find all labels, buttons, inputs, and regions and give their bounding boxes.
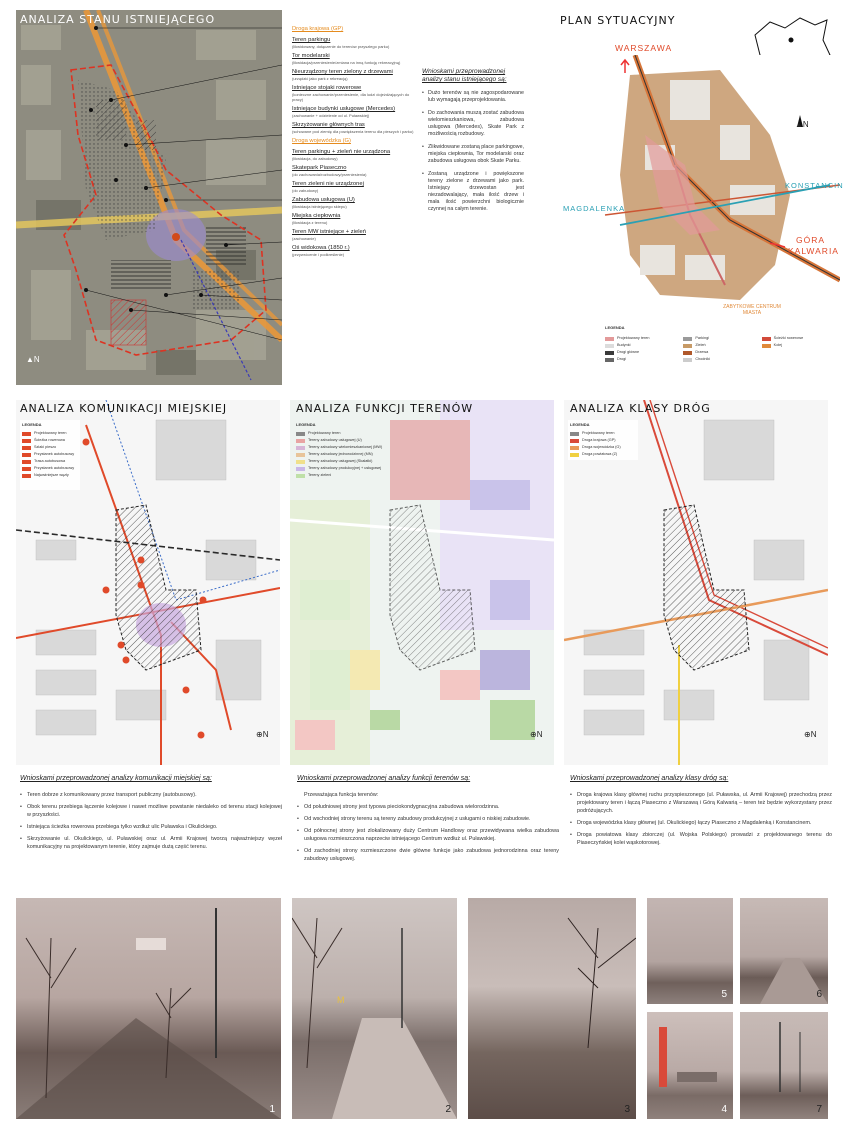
legend-label: Przystanek autobusowy <box>34 466 75 470</box>
legend-label: Ścieżki rowerowe <box>773 336 804 340</box>
legend-label: Trasa autobusowa <box>34 459 66 463</box>
panel-roads <box>564 400 828 765</box>
label-konstancin: KONSTANCIN <box>785 181 844 190</box>
legend-item <box>22 430 82 437</box>
legend-item <box>762 342 840 349</box>
existing-label-sub: (likwidacja/przeniesienie/zmiana na inną funkcję rekreacyjną) <box>292 60 401 65</box>
existing-label-item <box>292 165 414 177</box>
existing-label-sub: (do zabudowy) <box>292 188 319 193</box>
legend-label: Projektowany teren <box>617 336 650 340</box>
comm-legend <box>22 430 82 479</box>
site-photo-4 <box>647 1012 733 1119</box>
conclusion-comm-heading: Wnioskami przeprowadzonej analizy komunikacji miejskiej są: <box>20 775 212 782</box>
north-arrow-roads: ⊕N <box>804 730 817 739</box>
legend-item <box>605 356 683 363</box>
existing-label-name: Teren parkingu <box>292 37 331 43</box>
photo-number: 7 <box>816 1104 822 1115</box>
panel-functions <box>290 400 554 765</box>
legend-swatch <box>22 439 31 443</box>
conclusion-functions <box>297 775 559 867</box>
north-arrow-comm: ⊕N <box>256 730 269 739</box>
existing-label-item <box>292 245 414 257</box>
north-arrow-plan: ▲N <box>795 120 809 129</box>
existing-label-name: Teren MW istniejące + zieleń <box>292 229 366 235</box>
legend-label: Tereny zabudowy wielomieszkaniowej (MW) <box>308 445 383 449</box>
existing-label-name: Skrzyżowanie głównych tras <box>292 122 365 128</box>
legend-swatch <box>683 337 692 341</box>
legend-swatch <box>296 453 305 457</box>
legend-item <box>605 342 683 349</box>
legend-item <box>22 451 82 458</box>
road-legend <box>570 430 640 458</box>
existing-label-item <box>292 85 414 102</box>
existing-label-item <box>292 229 414 241</box>
photo-number: 5 <box>721 989 727 1000</box>
legend-swatch <box>22 474 31 478</box>
legend-swatch <box>296 460 305 464</box>
existing-label-sub: (urządzić jako park z rekreacją) <box>292 76 348 81</box>
existing-label-sub: (konieczne zachowanie/przeniesienie, dla ludzi dojeżdżających do pracy) <box>292 92 410 102</box>
legend-item <box>762 335 840 342</box>
legend-label: Zieleń <box>695 343 706 347</box>
legend-swatch <box>570 453 579 457</box>
legend-label: Chodniki <box>695 357 711 361</box>
conclusion-roads <box>570 775 832 851</box>
func-legend <box>296 430 406 479</box>
legend-swatch <box>22 446 31 450</box>
existing-label-name: Miejska ciepłownia <box>292 213 341 219</box>
legend-item <box>605 335 683 342</box>
legend-item <box>296 465 406 472</box>
existing-label-name: Skatepark Piaseczno <box>292 165 347 171</box>
title-roads: ANALIZA KLASY DRÓG <box>570 402 711 415</box>
north-arrow: ▲N <box>26 355 40 364</box>
comm-legend-title: LEGENDA <box>22 422 42 427</box>
conclusion-existing-point: • Zostaną urządzone i powiększone tereny zielone z drzewami jako park. Istniejący drzewostan jest niezadowalający, mała ilość drzew i mała ilość powierzchni biologicznie czynnej na całym terenie. <box>422 171 524 213</box>
legend-item <box>296 472 406 479</box>
conclusion-func-point: • Od południowej strony jest typowa pieciokondygnacyjna zabudowa wielorodzinna. <box>297 803 559 811</box>
conclusion-existing-heading: Wnioskami przeprowadzonej analizy stanu istniejącego są: <box>422 68 507 83</box>
existing-label-name: Droga wojewódzka (G) <box>292 138 351 144</box>
legend-item <box>570 451 640 458</box>
existing-label-name: Nieurządzony teren zielony z drzewami <box>292 69 393 75</box>
existing-label-item <box>292 197 414 209</box>
existing-label-name: Tor modelarski <box>292 53 330 59</box>
existing-label-sub: (likwidowany, dołączenie do terenów przyszłego parku) <box>292 44 390 49</box>
existing-label-sub: (schowane pod ziemię dla powiększenia terenu dla pieszych i parku) <box>292 129 414 134</box>
existing-label-sub: (do zachowania/rozbudowy/przeniesienia) <box>292 172 367 177</box>
legend-swatch <box>296 446 305 450</box>
conclusion-existing-point: • Dużo terenów są nie zagospodarowane lub wymagają przeprojektowania. <box>422 90 524 104</box>
existing-label-name: Droga krajowa (GP) <box>292 26 344 32</box>
legend-item <box>605 349 683 356</box>
conclusion-func-point: • Od wschodniej strony terenu są tereny zabudowy produkcyjnej z usługami o niskiej zabudowie. <box>297 815 559 823</box>
existing-label-sub: (zachowanie + odzielenie od ul. Puławskiej) <box>292 113 370 118</box>
legend-label: Najważniejsze węzły <box>34 473 69 477</box>
existing-label-name: Zabudowa usługowa (U) <box>292 197 355 203</box>
legend-swatch <box>22 460 31 464</box>
legend-label: Szlaki pieszo <box>34 445 57 449</box>
existing-label-item <box>292 138 414 145</box>
legend-label: Droga krajowa (GP) <box>582 438 616 442</box>
existing-label-sub: (przywrócenie i podkreślenie) <box>292 252 345 257</box>
aerial-map-existing <box>16 10 282 385</box>
legend-label: Tereny zieleni <box>308 473 332 477</box>
existing-label-sub: (likwidacja, do zabudowy) <box>292 156 338 161</box>
conclusion-comm-point: • Istniejąca ścieżka rowerowa przebiega tylko wzdłuż ulic Puławska i Okulickiego. <box>20 823 282 831</box>
existing-label-sub: (likwidacja z terenu) <box>292 220 328 225</box>
legend-swatch <box>605 358 614 362</box>
legend-label: Droga wojewódzka (G) <box>582 445 621 449</box>
legend-label: Budynki <box>617 343 631 347</box>
legend-swatch <box>605 337 614 341</box>
legend-swatch <box>683 351 692 355</box>
legend-swatch <box>296 467 305 471</box>
legend-swatch <box>570 446 579 450</box>
legend-item <box>22 465 82 472</box>
mcdonalds-sign: M <box>337 995 345 1005</box>
legend-swatch <box>22 453 31 457</box>
legend-item <box>22 444 82 451</box>
conclusion-roads-heading: Wnioskami przeprowadzonej analizy klasy dróg są: <box>570 775 729 782</box>
existing-label-sub: (zachowanie) <box>292 236 316 241</box>
photo-number: 4 <box>721 1104 727 1115</box>
legend-item <box>22 472 82 479</box>
existing-label-name: Teren zieleni nie urządzonej <box>292 181 364 187</box>
legend-label: Droga powiatowa (Z) <box>582 452 618 456</box>
legend-swatch <box>570 439 579 443</box>
legend-item <box>683 335 761 342</box>
legend-swatch <box>296 439 305 443</box>
legend-label: Kolej <box>773 343 783 347</box>
legend-item <box>296 444 406 451</box>
existing-label-item <box>292 149 414 161</box>
legend-item <box>570 437 640 444</box>
legend-item <box>683 356 761 363</box>
legend-label: Tereny zabudowy jednorodzinnej (MN) <box>308 452 373 456</box>
legend-swatch <box>762 337 771 341</box>
conclusion-func-intro: Przeważająca funkcja terenów: <box>304 792 379 798</box>
legend-label: Tereny zabudowy produkcyjnej + usługowej <box>308 466 382 470</box>
photo-number: 2 <box>445 1104 451 1115</box>
label-zabytkowe: ZABYTKOWE CENTRUM MIASTA <box>723 304 781 316</box>
conclusion-func-heading: Wnioskami przeprowadzonej analizy funkcji terenów są: <box>297 775 471 782</box>
existing-label-item <box>292 106 414 118</box>
existing-label-sub: (likwidacja istniejącego sklepu) <box>292 204 347 209</box>
site-photo-1 <box>16 898 281 1119</box>
legend-label: Drogi <box>617 357 627 361</box>
legend-label: Projektowany teren <box>308 431 341 435</box>
conclusion-func-point: • Od północnej strony jest zlokalizowany duży Centrum Handlowy oraz przewidywana wielka zabudowa usługowa rozmieszczona naprzeciw istniejącego Centrum wzdłuż ul. Puławskiej. <box>297 827 559 843</box>
site-photo-7 <box>740 1012 828 1119</box>
conclusion-comm-point: • Obok terenu przebiega łączenie kolejowe i nawet możliwe powstanie niedaleko od terenu stacji kolejowej w przyszłości. <box>20 803 282 819</box>
conclusion-comm-point: • Skrzyżowanie ul. Okulickiego, ul. Puławskiej oraz ul. Armii Krajowej tworzą najważniejszy węzeł komunikacyjny na projektowanym terenie, który zajmuje dużą część terenu. <box>20 835 282 851</box>
title-analysis-existing: ANALIZA STANU ISTNIEJĄCEGO <box>20 13 216 26</box>
site-photo-3 <box>468 898 636 1119</box>
legend-item <box>22 437 82 444</box>
label-gora-kalwaria: GÓRA KALWARIA <box>788 235 839 256</box>
legend-swatch <box>683 358 692 362</box>
conclusion-roads-point: • Droga powiatowa klasy zbiorczej (ul. Wojska Polskiego) prowadzi z projektowanego terenu do Piaseczyńskiej kolei wąskotorowej. <box>570 831 832 847</box>
legend-label: Tereny zabudowy usługowej (Skałatki) <box>308 459 373 463</box>
conclusion-comm-point: • Teren dobrze z komunikowany przez transport publiczny (autobusowy). <box>20 791 282 799</box>
legend-label: Ścieżka rowerowa <box>34 438 65 442</box>
legend-label: Parkingi <box>695 336 710 340</box>
legend-swatch <box>605 351 614 355</box>
conclusion-roads-point: • Droga krajowa klasy głównej ruchu przyspieszonego (ul. Puławska, ul. Armii Krajowej) przechodzą przez projektowany teren i łączą Piaseczno z Warszawą i Górą Kalwarią – teren też będzie wykorzystany przez podróżujących. <box>570 791 832 815</box>
plan-legend-title: LEGENDA <box>605 325 625 330</box>
existing-label-item <box>292 26 414 33</box>
existing-label-name: Istniejące budynki usługowe (Mercedes) <box>292 106 396 112</box>
legend-swatch <box>22 467 31 471</box>
site-photo-2 <box>292 898 457 1119</box>
existing-label-item <box>292 181 414 193</box>
legend-label: Drzewa <box>695 350 709 354</box>
existing-labels <box>292 26 414 261</box>
legend-label: Drogi główne <box>617 350 640 354</box>
photo-number: 1 <box>269 1104 275 1115</box>
road-legend-title: LEGENDA <box>570 422 590 427</box>
existing-label-item <box>292 53 414 65</box>
existing-label-name: Istniejące stojaki rowerowe <box>292 85 362 91</box>
existing-label-item <box>292 69 414 81</box>
conclusion-roads-point: • Droga wojewódzka klasy głównej (ul. Okulickiego) łączy Piaseczno z Magdalenką i Konstancinem. <box>570 819 832 827</box>
aerial-map-svg <box>16 10 282 385</box>
photo-number: 3 <box>624 1104 630 1115</box>
photo-number: 6 <box>816 989 822 1000</box>
title-functions: ANALIZA FUNKCJI TERENÓW <box>296 402 474 415</box>
conclusion-existing <box>422 68 524 219</box>
legend-item <box>570 430 640 437</box>
legend-item <box>683 349 761 356</box>
conclusion-existing-point: • Zlikwidowane zostaną place parkingowe, miejska ciepłownia, Tor modelarski oraz zabudowa usługowa obok Skate Parku. <box>422 144 524 165</box>
legend-swatch <box>683 344 692 348</box>
legend-item <box>296 430 406 437</box>
legend-item <box>296 458 406 465</box>
legend-label: Projektowany teren <box>34 431 67 435</box>
existing-label-item <box>292 213 414 225</box>
label-magdalenka: MAGDALENKA <box>563 204 626 213</box>
existing-label-item <box>292 122 414 134</box>
existing-label-item <box>292 37 414 49</box>
site-photo-5 <box>647 898 733 1004</box>
legend-swatch <box>296 474 305 478</box>
title-plan: PLAN SYTUACYJNY <box>560 14 676 27</box>
legend-item <box>683 342 761 349</box>
legend-item <box>296 451 406 458</box>
panel-communication <box>16 400 280 765</box>
conclusion-communication <box>20 775 282 855</box>
label-warszawa: WARSZAWA <box>615 43 673 53</box>
conclusion-existing-point: • Do zachowania muszą zostać zabudowa wielomieszkaniowa, zabudowa usługowa (Mercedes), Skate Park z możliwością rozbudowy. <box>422 110 524 138</box>
legend-label: Przystanek autobusowy <box>34 452 75 456</box>
legend-label: Tereny zabudowy usługowej (U) <box>308 438 362 442</box>
legend-swatch <box>296 432 305 436</box>
func-legend-title: LEGENDA <box>296 422 316 427</box>
title-communication: ANALIZA KOMUNIKACJI MIEJSKIEJ <box>20 402 228 415</box>
conclusion-func-point: • Od zachodniej strony rozmieszczone dwie główne funkcje jako zabudowa jednorodzinna oraz tereny zabudowy usługowej. <box>297 847 559 863</box>
legend-label: Projektowany teren <box>582 431 615 435</box>
existing-label-name: Teren parkingu + zieleń nie urządzona <box>292 149 391 155</box>
north-arrow-func: ⊕N <box>530 730 543 739</box>
legend-item <box>22 458 82 465</box>
legend-swatch <box>570 432 579 436</box>
plan-legend <box>605 335 840 369</box>
legend-item <box>570 444 640 451</box>
existing-label-name: Oś widokowa (1850 r.) <box>292 245 350 251</box>
legend-swatch <box>605 344 614 348</box>
legend-swatch <box>22 432 31 436</box>
legend-item <box>296 437 406 444</box>
legend-swatch <box>762 344 771 348</box>
site-photo-6 <box>740 898 828 1004</box>
